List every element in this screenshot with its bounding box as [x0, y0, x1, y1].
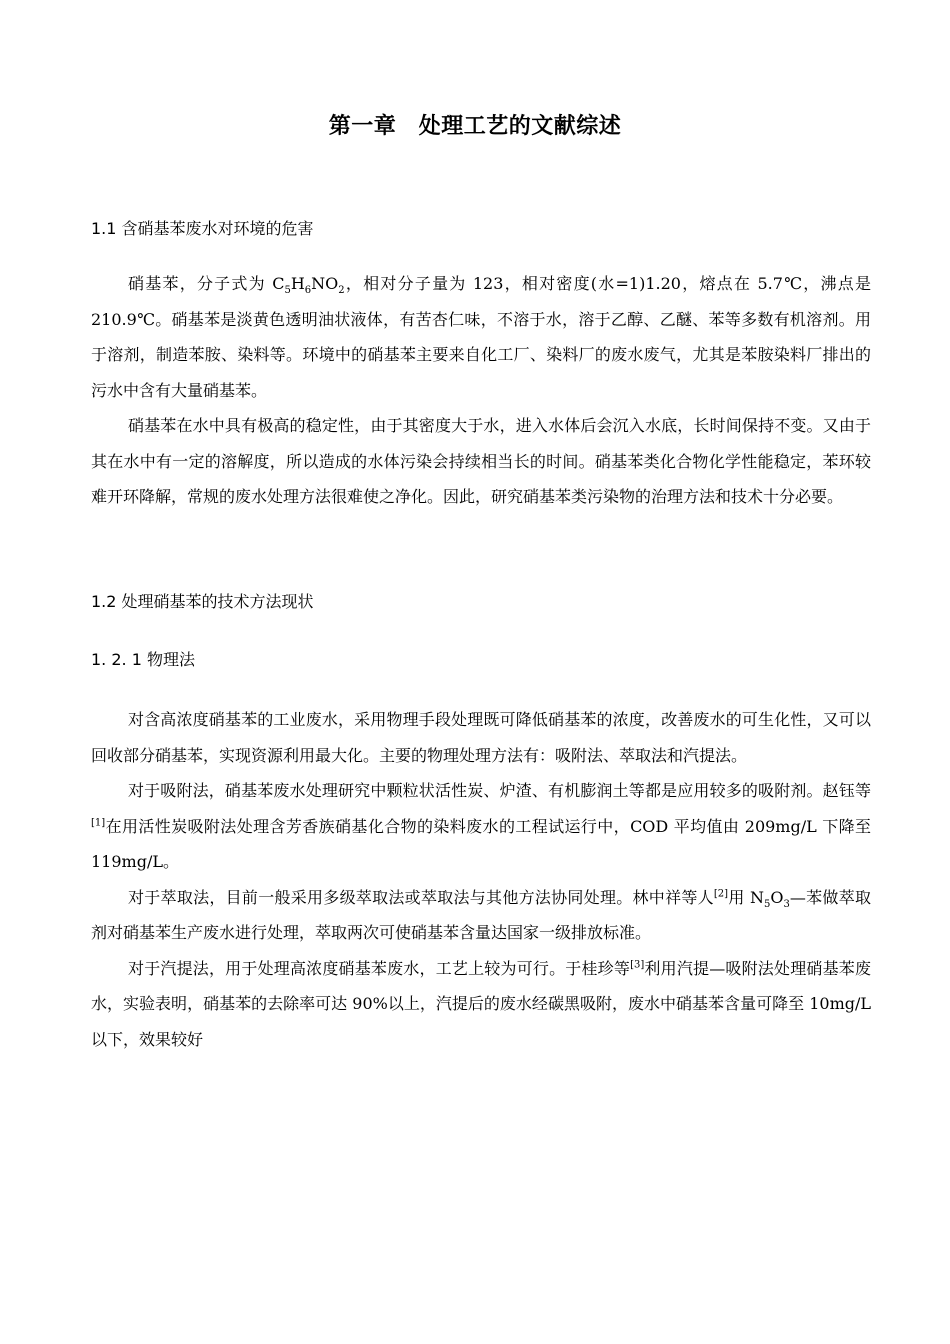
paragraph-adsorption: 对于吸附法，硝基苯废水处理研究中颗粒状活性炭、炉渣、有机膨润土等都是应用较多的吸附剂。赵钰等[1]在用活性炭吸附法处理含芳香族硝基化合物的染料废水的工程试运行中，COD 平均值由 209mg/L 下降至 119mg/L。 [91, 781, 871, 871]
paragraph-physical-methods: 对含高浓度硝基苯的工业废水，采用物理手段处理既可降低硝基苯的浓度，改善废水的可生化性，又可以回收部分硝基苯，实现资源利用最大化。主要的物理处理方法有：吸附法、萃取法和汽提法。 [91, 710, 871, 765]
section-1-2-1-body [91, 702, 871, 1057]
section-heading-1-2: 1.2 处理硝基苯的技术方法现状 [91, 592, 314, 611]
section-heading-1-2-1: 1. 2. 1 物理法 [91, 650, 195, 669]
paragraph-stripping: 对于汽提法，用于处理高浓度硝基苯废水，工艺上较为可行。于桂珍等[3]利用汽提—吸附法处理硝基苯废水，实验表明，硝基苯的去除率可达 90%以上，汽提后的废水经碳黑吸附，废水中硝基苯含量可降至 10mg/L 以下，效果较好 [91, 958, 871, 1049]
citation-ref-1: [1] [91, 817, 106, 829]
section-1-1-body [91, 266, 871, 515]
chapter-title: 第一章 处理工艺的文献综述 [328, 114, 622, 139]
section-heading-1-1: 1.1 含硝基苯废水对环境的危害 [91, 219, 314, 238]
citation-ref-3: [3] [630, 959, 645, 971]
citation-ref-2: [2] [713, 888, 729, 900]
paragraph-nitrobenzene-stability: 硝基苯在水中具有极高的稳定性，由于其密度大于水，进入水体后会沉入水底，长时间保持不变。又由于其在水中有一定的溶解度，所以造成的水体污染会持续相当长的时间。硝基苯类化合物化学性能稳定，苯环较难开环降解，常规的废水处理方法很难使之净化。因此，研究硝基苯类污染物的治理方法和技术十分必要。 [91, 416, 871, 506]
paragraph-extraction: 对于萃取法，目前一般采用多级萃取法或萃取法与其他方法协同处理。林中祥等人[2]用 $N_5O_3—$苯做萃取剂对硝基苯生产废水进行处理，萃取两次可使硝基苯含量达国家一级排放标准。 [91, 887, 871, 942]
paragraph-nitrobenzene-properties: 硝基苯，分子式为 $C_5H_6NO_2$，相对分子量为 123，相对密度(水=1)1.20，熔点在 5.7℃，沸点是 210.9℃。硝基苯是淡黄色透明油状液体，有苦杏仁味，不溶于水，溶于乙醇、乙醚、苯等多数有机溶剂。用于溶剂，制造苯胺、染料等。环境中的硝基苯主要来自化工厂、染料厂的废水废气，尤其是苯胺染料厂排出的污水中含有大量硝基苯。 [91, 274, 871, 400]
